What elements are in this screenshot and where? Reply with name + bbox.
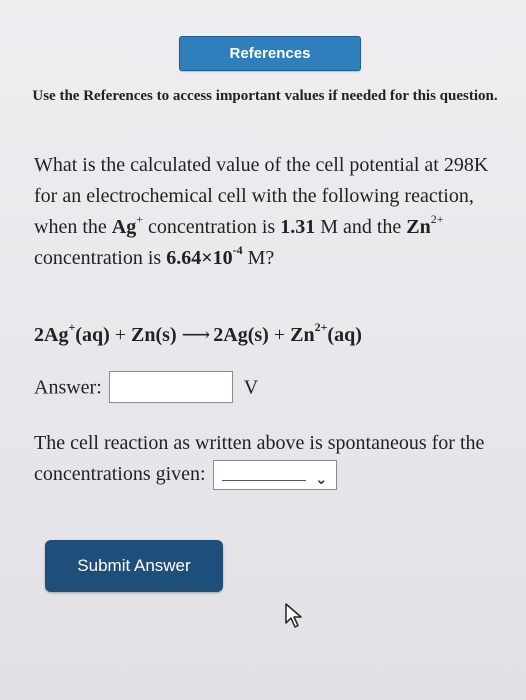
ag-charge: +	[136, 212, 143, 227]
zn-concentration: 6.64×10	[166, 247, 233, 269]
zn-concentration-exponent: -4	[232, 243, 243, 258]
product-zn-state: (aq)	[327, 324, 362, 346]
question-text	[34, 150, 504, 274]
ag-concentration: 1.31	[280, 216, 316, 238]
reactant-ag: 2Ag	[34, 324, 69, 346]
product-zn-charge: 2+	[314, 320, 328, 335]
product-ag: 2Ag(s)	[213, 324, 269, 346]
ag-ion: Ag	[111, 216, 137, 238]
question-text-part: M and the	[315, 216, 407, 238]
spontaneous-select[interactable]	[213, 460, 337, 490]
spontaneous-question	[34, 428, 504, 490]
answer-row	[34, 369, 258, 403]
plus-sign: +	[114, 324, 127, 346]
references-button[interactable]: References	[179, 36, 361, 71]
question-text-part: M?	[242, 247, 275, 269]
mouse-pointer-icon	[284, 603, 306, 629]
chevron-down-icon: ⌄	[315, 470, 328, 489]
submit-answer-button[interactable]: Submit Answer	[45, 540, 223, 592]
reactant-ag-charge: +	[68, 320, 76, 335]
references-note: Use the References to access important values if needed for this question.	[32, 88, 498, 104]
zn-charge: 2+	[430, 212, 444, 227]
answer-input[interactable]	[109, 371, 233, 403]
question-text-part: concentration is	[34, 247, 167, 269]
reaction-equation	[34, 320, 514, 350]
question-text-part: What is the calculated value of the cell potential at 298K for an electrochemical cell with the following reaction, when the	[34, 154, 489, 238]
zn-ion: Zn	[406, 216, 431, 238]
plus-sign: +	[273, 324, 286, 346]
question-text-part: concentration is	[143, 216, 281, 238]
answer-unit: V	[243, 376, 259, 399]
product-zn: Zn	[290, 324, 315, 346]
reactant-zn: Zn(s)	[131, 324, 177, 346]
reactant-ag-state: (aq)	[75, 324, 110, 346]
reaction-arrow-icon: ⟶	[181, 324, 209, 346]
answer-label: Answer:	[34, 376, 102, 399]
select-placeholder-line	[222, 480, 306, 481]
spontaneous-text: The cell reaction as written above is spontaneous for the concentrations given:	[34, 432, 485, 485]
